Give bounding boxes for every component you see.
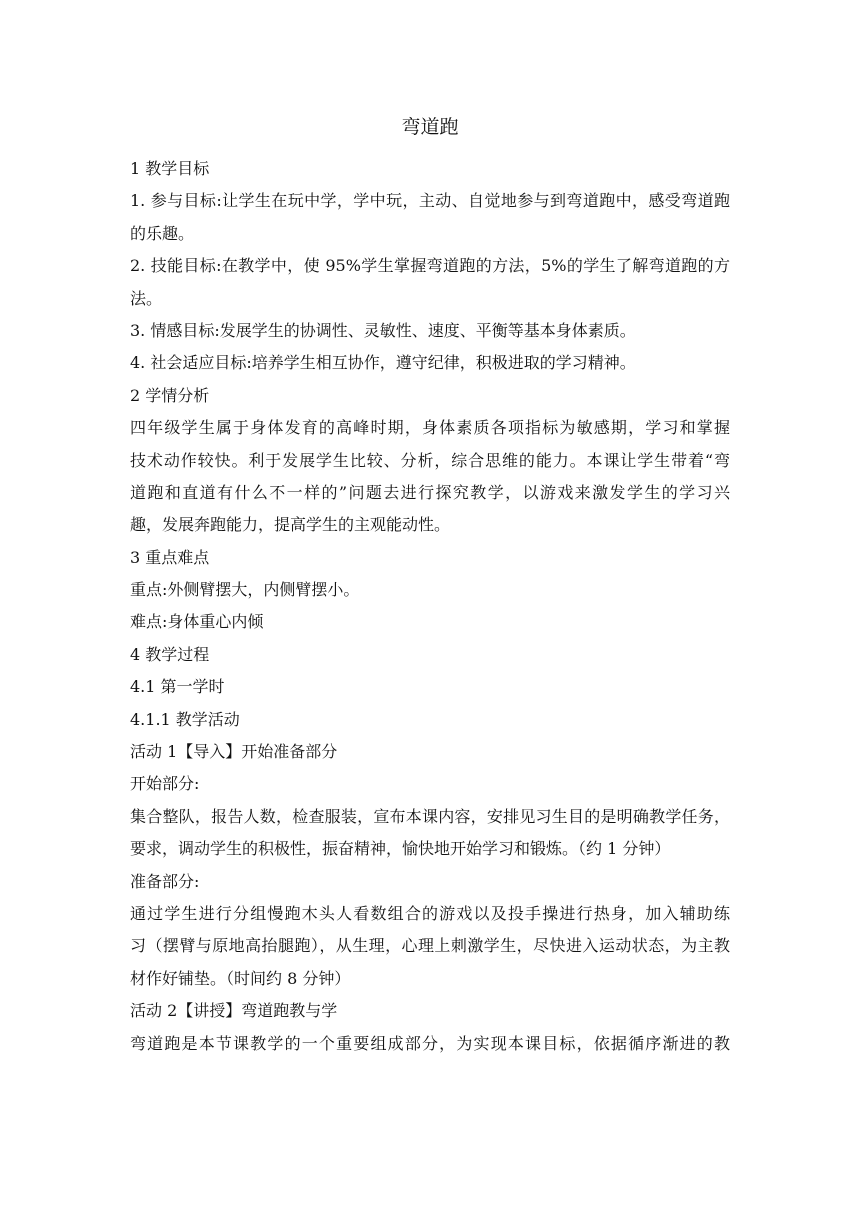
paragraph-line: 趣，发展奔跑能力，提高学生的主观能动性。 (130, 515, 451, 535)
paragraph-line: 4. 社会适应目标:培养学生相互协作，遵守纪律，积极进取的学习精神。 (130, 353, 636, 373)
activity-heading: 活动 2【讲授】弯道跑教与学 (130, 1001, 338, 1021)
paragraph-line: 四年级学生属于身体发育的高峰时期，身体素质各项指标为敏感期，学习和掌握 (130, 418, 730, 438)
paragraph-line: 弯道跑是本节课教学的一个重要组成部分，为实现本课目标，依据循序渐进的教 (130, 1033, 730, 1053)
paragraph-line: 1. 参与目标:让学生在玩中学，学中玩，主动、自觉地参与到弯道跑中，感受弯道跑 (130, 191, 730, 211)
document-body (130, 153, 730, 1060)
activity-heading: 活动 1【导入】开始准备部分 (130, 742, 338, 762)
paragraph-line: 难点:身体重心内倾 (130, 612, 264, 632)
subsection-heading: 4.1.1 教学活动 (130, 709, 240, 729)
paragraph-line: 集合整队，报告人数，检查服装，宣布本课内容，安排见习生目的是明确教学任务， (130, 806, 730, 826)
paragraph-line: 2. 技能目标:在教学中，使 95%学生掌握弯道跑的方法，5%的学生了解弯道跑的方 (130, 256, 730, 276)
paragraph-line: 技术动作较快。利于发展学生比较、分析，综合思维的能力。本课让学生带着“弯 (130, 450, 730, 470)
paragraph-line: 开始部分: (130, 774, 200, 794)
paragraph-line: 3. 情感目标:发展学生的协调性、灵敏性、速度、平衡等基本身体素质。 (130, 320, 636, 340)
paragraph-line: 习（摆臂与原地高抬腿跑），从生理，心理上刺激学生，尽快进入运动状态，为主教 (130, 936, 730, 956)
section-heading-process: 4 教学过程 (130, 644, 210, 664)
paragraph-line: 的乐趣。 (130, 223, 195, 243)
document-title: 弯道跑 (401, 116, 459, 138)
paragraph-line: 重点:外侧臂摆大，内侧臂摆小。 (130, 580, 360, 600)
paragraph-line: 准备部分: (130, 871, 200, 891)
section-heading-objectives: 1 教学目标 (130, 159, 210, 178)
paragraph-line: 要求，调动学生的积极性，振奋精神，愉快地开始学习和锻炼。（约 1 分钟） (130, 839, 671, 859)
section-heading-key-points: 3 重点难点 (130, 547, 210, 567)
paragraph-line: 法。 (130, 288, 163, 308)
paragraph-line: 通过学生进行分组慢跑木头人看数组合的游戏以及投手操进行热身，加入辅助练 (130, 903, 730, 923)
paragraph-line: 材作好铺垫。（时间约 8 分钟） (130, 968, 351, 988)
subsection-heading: 4.1 第一学时 (130, 677, 225, 697)
section-heading-analysis: 2 学情分析 (130, 385, 210, 405)
paragraph-line: 道跑和直道有什么不一样的”问题去进行探究教学，以游戏来激发学生的学习兴 (130, 482, 730, 502)
